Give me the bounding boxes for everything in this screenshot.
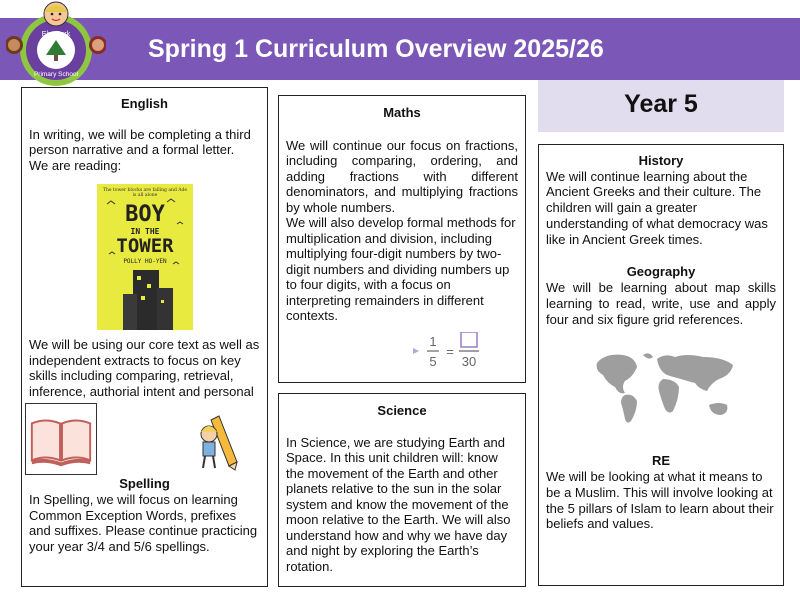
maths-paragraph-1: We will continue our focus on fractions, including comparing, ordering, and adding fractions with different denominators, and multiplying fractions by whole numbers.: [286, 137, 518, 215]
science-panel: [278, 393, 526, 587]
re-heading: RE: [651, 453, 671, 468]
science-text: In Science, we are studying Earth and Space. In this unit children will: know the movement of the Earth and other planets relative to the sun in the solar system and know the movement of the moon relative to the Earth. We will also understand how and why we have day and night by exploring the Earth’s rotation.: [286, 434, 511, 574]
fraction-left-denominator: 5: [429, 354, 437, 369]
book-title-line2: IN THE: [130, 227, 160, 236]
english-reading-intro: We are reading:: [29, 157, 122, 173]
fraction-illustration: [413, 332, 493, 372]
pencil-character-icon: [193, 414, 243, 472]
geography-text: We will be learning about map skills learning to read, write, use and apply four and six figure grid references.: [546, 279, 776, 327]
geography-heading: Geography: [626, 264, 696, 280]
fraction-equals: =: [446, 344, 454, 359]
year-label: Year 5: [538, 80, 784, 132]
english-intro: In writing, we will be completing a third person narrative and a formal letter.: [29, 126, 251, 157]
english-core-text: We will be using our core text as well as independent extracts to focus on key skills including comparing, retrieval, inference, authorial intent and personal: [29, 337, 260, 399]
book-title-line3: TOWER: [116, 235, 174, 257]
school-logo: [6, 0, 106, 90]
history-text: We will continue learning about the Ancient Greeks and their culture. The children will gain a greater understanding of what democracy was like in Ancient Greek times.: [546, 168, 768, 247]
maths-heading: Maths: [383, 105, 421, 120]
logo-text-top: Elm Park: [41, 31, 71, 38]
logo-text-bottom: Primary School: [33, 71, 79, 78]
maths-panel: [278, 95, 526, 383]
fraction-left-numerator: 1: [429, 334, 437, 349]
re-text: We will be looking at what it means to be a Muslim. This will involve looking at the 5 pillars of Islam to learn about their beliefs and values.: [546, 469, 774, 532]
history-heading: History: [638, 153, 684, 168]
fraction-right-denominator: 30: [461, 354, 477, 369]
book-author: POLLY HO-YEN: [123, 258, 167, 265]
maths-paragraph-2: We will also develop formal methods for multiplication and division, including multiplying four-digit numbers by two-digit numbers and dividing numbers up to four digits, with a focus on interpreting remainders in different contexts.: [286, 215, 516, 323]
book-cover: [97, 184, 193, 330]
spelling-text: In Spelling, we will focus on learning Common Exception Words, prefixes and suffixes. Please continue practicing your year 3/4 and 5/6 spellings.: [29, 492, 258, 554]
english-panel: [21, 87, 268, 587]
humanities-panel: [538, 144, 784, 586]
science-heading: Science: [377, 403, 427, 418]
fraction-blank-box: [461, 332, 477, 347]
page-title: Spring 1 Curriculum Overview 2025/26: [148, 35, 604, 63]
spelling-heading: Spelling: [119, 476, 170, 491]
world-map-icon: [591, 349, 739, 429]
open-book-icon: [25, 403, 97, 475]
book-tagline: The tower blocks are falling and Ade is all alone: [102, 188, 188, 198]
header-banner: [0, 18, 800, 80]
book-title-line1: BOY: [125, 202, 165, 227]
english-heading: English: [121, 96, 168, 111]
